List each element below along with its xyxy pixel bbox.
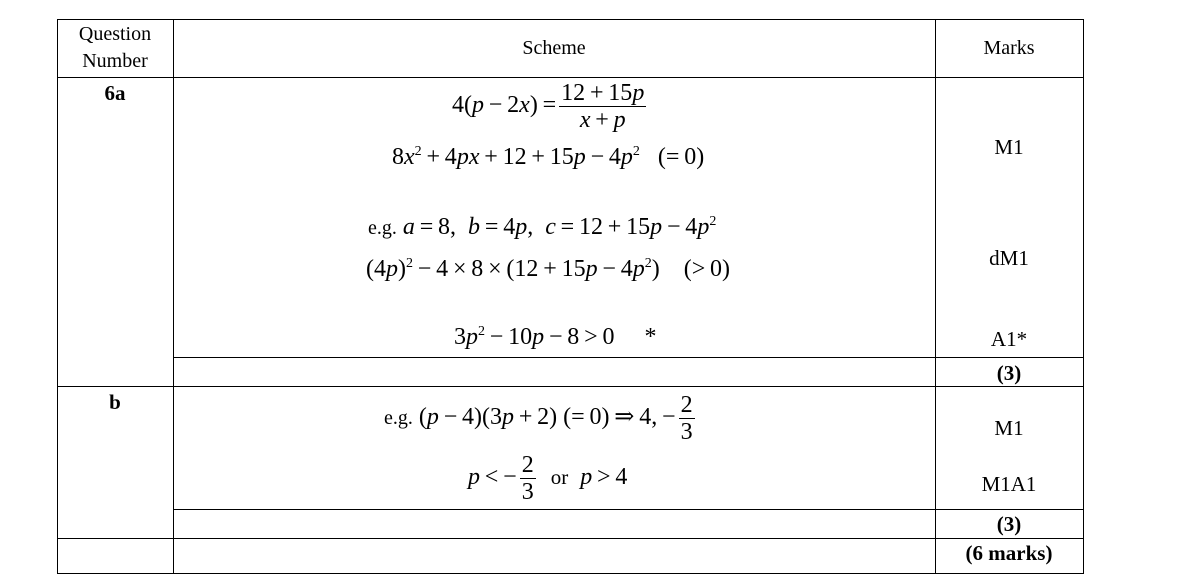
scheme-line-a5: $3p^2 - 10p - 8 > 0$ * <box>454 324 657 350</box>
a-subtotal-top-border <box>173 357 1084 358</box>
scheme-line-a3: e.g. a = 8, b = 4p, $c = 12 + 15p - 4p^2$ <box>368 214 717 240</box>
mark-a-m1: M1 <box>994 135 1024 159</box>
scheme-line-b1: e.g. (p − 4)(3p + 2) (= 0) ⇒ 4, − $\frac{2}{3}$ <box>384 392 693 445</box>
mark-b-m1a1: M1A1 <box>981 472 1037 496</box>
scheme-line-a1: 4(p − 2x) = $\frac{12 + 15p}{x + p}$ <box>452 80 645 133</box>
scheme-line-a4: $(4p)^2 - 4 \times 8 \times (12 + 15p - 4p^2)$ (> 0) <box>366 256 731 282</box>
total-marks: (6 marks) <box>965 541 1053 565</box>
scheme-line-b2: p < − $\frac{2}{3}$ or p > 4 <box>468 452 628 505</box>
b-subtotal-top-border <box>173 509 1084 510</box>
a-bottom-border <box>57 386 1084 387</box>
mark-a-a1star: A1* <box>990 327 1028 351</box>
subtotal-a: (3) <box>996 361 1022 385</box>
header-bottom-border <box>57 77 1084 78</box>
question-number-b: b <box>109 390 121 414</box>
table-bottom-border <box>57 573 1084 574</box>
question-col-divider <box>173 19 174 574</box>
mark-b-m1: M1 <box>994 416 1024 440</box>
header-question-label: Question Number <box>78 23 152 72</box>
header-question-number <box>57 21 173 75</box>
b-bottom-border <box>57 538 1084 539</box>
question-number-6a: 6a <box>104 81 126 105</box>
table-top-border <box>57 19 1084 20</box>
subtotal-b: (3) <box>996 512 1022 536</box>
header-marks: Marks <box>983 37 1035 59</box>
mark-a-dm1: dM1 <box>989 246 1029 270</box>
scheme-line-a2: $8x^2 + 4px + 12 + 15p - 4p^2$ (= 0) <box>392 144 705 170</box>
table-right-border <box>1083 19 1084 574</box>
header-scheme: Scheme <box>522 37 586 59</box>
